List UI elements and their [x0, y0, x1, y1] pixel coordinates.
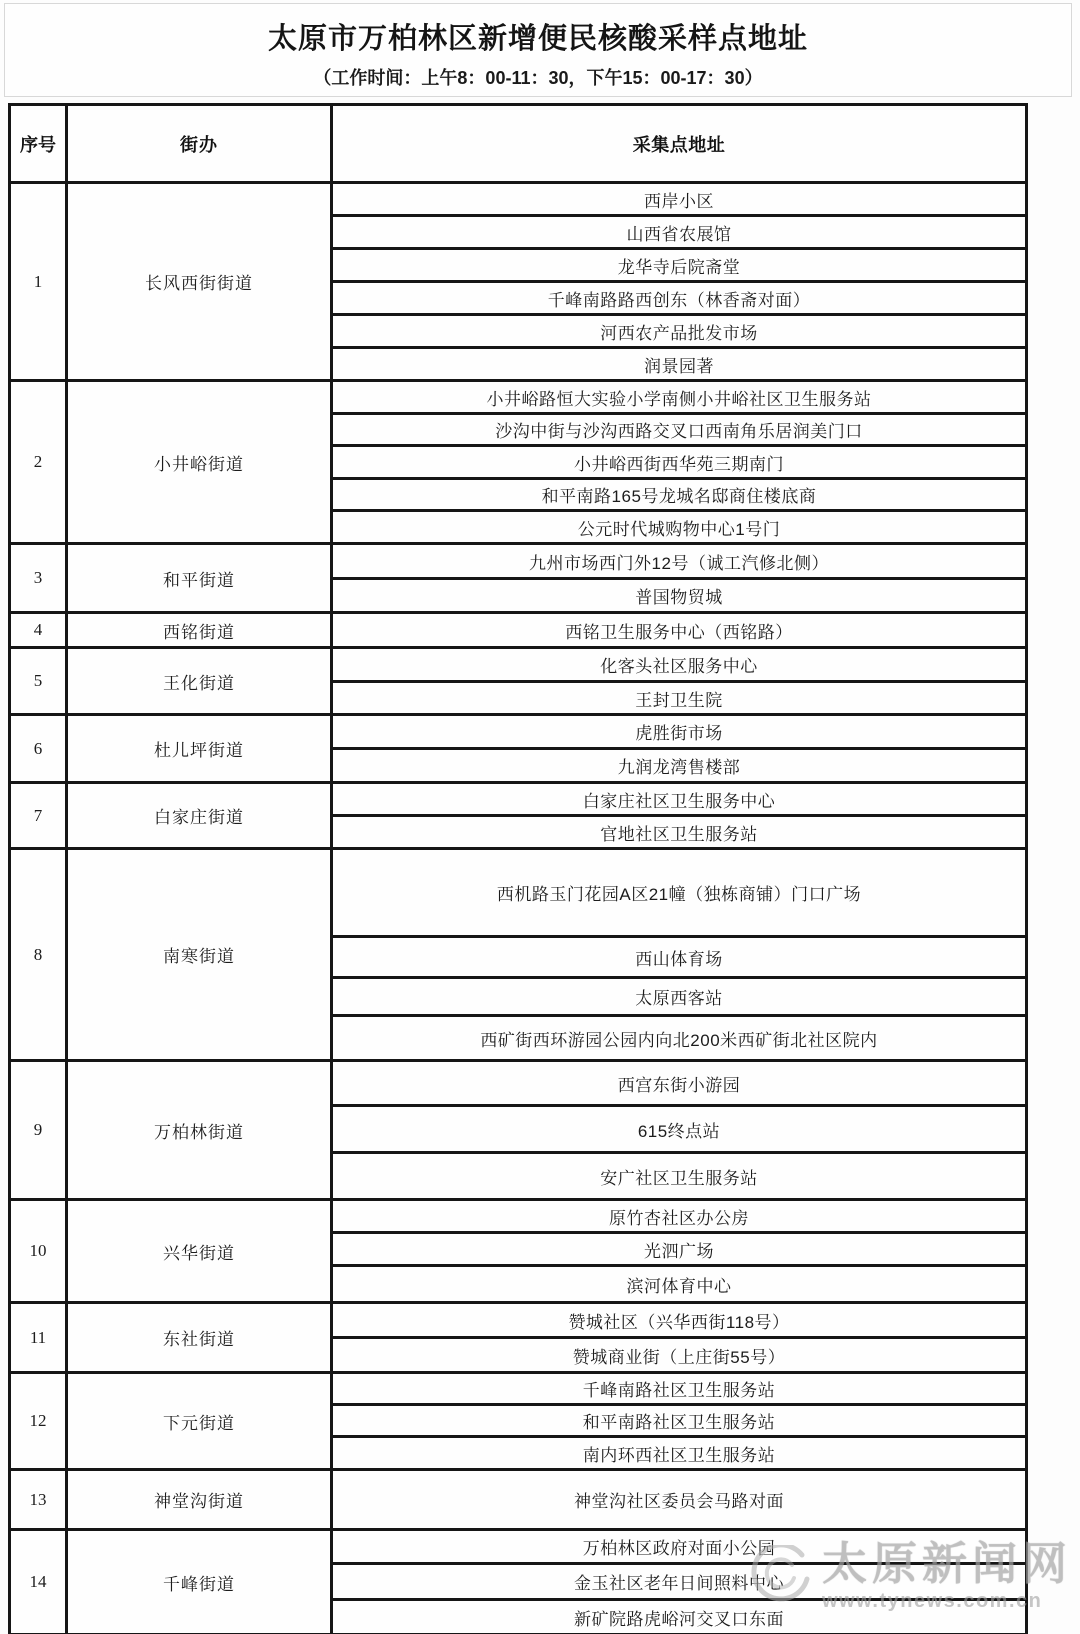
street-office-cell: 白家庄街道 [67, 783, 332, 849]
address-cell: 新矿院路虎峪河交叉口东面 [332, 1600, 1027, 1634]
address-cell: 西山体育场 [332, 937, 1027, 978]
street-office-cell: 小井峪街道 [67, 381, 332, 544]
header-street-office: 街办 [67, 105, 332, 183]
group-index-cell: 14 [10, 1530, 67, 1634]
group-index-cell: 11 [10, 1303, 67, 1373]
header-address: 采集点地址 [332, 105, 1027, 183]
group-index-cell: 2 [10, 381, 67, 544]
street-office-cell: 长风西街街道 [67, 183, 332, 381]
address-cell: 赞城社区（兴华西街118号） [332, 1303, 1027, 1338]
table-row [10, 183, 1027, 216]
address-cell: 白家庄社区卫生服务中心 [332, 783, 1027, 816]
address-cell: 龙华寺后院斋堂 [332, 249, 1027, 282]
address-cell: 九润龙湾售楼部 [332, 749, 1027, 783]
address-cell: 万柏林区政府对面小公园 [332, 1530, 1027, 1564]
table-row [10, 381, 1027, 414]
table-body [10, 183, 1027, 1634]
address-cell: 和平南路社区卫生服务站 [332, 1405, 1027, 1437]
address-cell: 滨河体育中心 [332, 1266, 1027, 1303]
address-cell: 小井峪西街西华苑三期南门 [332, 446, 1027, 479]
group-index-cell: 5 [10, 648, 67, 715]
address-cell: 千峰南路社区卫生服务站 [332, 1373, 1027, 1405]
address-cell: 原竹杏社区办公房 [332, 1200, 1027, 1233]
address-cell: 西宫东街小游园 [332, 1061, 1027, 1106]
street-office-cell: 王化街道 [67, 648, 332, 715]
group-index-cell: 10 [10, 1200, 67, 1303]
table-row [10, 544, 1027, 579]
group-index-cell: 4 [10, 613, 67, 648]
address-cell: 金玉社区老年日间照料中心 [332, 1564, 1027, 1600]
sampling-points-table [8, 103, 1028, 1634]
street-office-cell: 南寒街道 [67, 849, 332, 1061]
group-index-cell: 6 [10, 715, 67, 783]
group-index-cell: 1 [10, 183, 67, 381]
street-office-cell: 万柏林街道 [67, 1061, 332, 1200]
table-row [10, 1303, 1027, 1338]
address-cell: 615终点站 [332, 1106, 1027, 1153]
street-office-cell: 西铭街道 [67, 613, 332, 648]
address-cell: 化客头社区服务中心 [332, 648, 1027, 682]
address-cell: 沙沟中街与沙沟西路交叉口西南角乐居润美门口 [332, 414, 1027, 446]
address-cell: 南内环西社区卫生服务站 [332, 1437, 1027, 1470]
working-hours-subtitle: （工作时间：上午8：00-11：30，下午15：00-17：30） [313, 68, 763, 88]
street-office-cell: 下元街道 [67, 1373, 332, 1470]
table-row [10, 1200, 1027, 1233]
address-cell: 山西省农展馆 [332, 216, 1027, 249]
group-index-cell: 8 [10, 849, 67, 1061]
group-index-cell: 12 [10, 1373, 67, 1470]
address-cell: 光泗广场 [332, 1233, 1027, 1266]
address-cell: 太原西客站 [332, 978, 1027, 1016]
table-row [10, 1373, 1027, 1405]
table-row [10, 1061, 1027, 1106]
address-cell: 九州市场西门外12号（诚工汽修北侧） [332, 544, 1027, 579]
address-cell: 和平南路165号龙城名邸商住楼底商 [332, 479, 1027, 511]
address-cell: 西矿街西环游园公园内向北200米西矿街北社区院内 [332, 1016, 1027, 1061]
title-box [4, 3, 1072, 97]
address-cell: 王封卫生院 [332, 682, 1027, 715]
table-row [10, 1530, 1027, 1564]
street-office-cell: 东社街道 [67, 1303, 332, 1373]
table-row [10, 849, 1027, 937]
address-cell: 西岸小区 [332, 183, 1027, 216]
address-cell: 神堂沟社区委员会马路对面 [332, 1470, 1027, 1530]
header-row [10, 105, 1027, 183]
street-office-cell: 和平街道 [67, 544, 332, 613]
street-office-cell: 兴华街道 [67, 1200, 332, 1303]
watermark-site-name: 太原新闻网 [822, 1538, 1073, 1589]
group-index-cell: 7 [10, 783, 67, 849]
group-index-cell: 13 [10, 1470, 67, 1530]
address-cell: 虎胜街市场 [332, 715, 1027, 749]
street-office-cell: 神堂沟街道 [67, 1470, 332, 1530]
address-cell: 小井峪路恒大实验小学南侧小井峪社区卫生服务站 [332, 381, 1027, 414]
street-office-cell: 千峰街道 [67, 1530, 332, 1634]
address-cell: 赞城商业街（上庄街55号） [332, 1338, 1027, 1373]
table-row [10, 613, 1027, 648]
street-office-cell: 杜儿坪街道 [67, 715, 332, 783]
group-index-cell: 3 [10, 544, 67, 613]
table-header [10, 105, 1027, 183]
address-cell: 公元时代城购物中心1号门 [332, 511, 1027, 544]
table-row [10, 783, 1027, 816]
table-row [10, 1470, 1027, 1530]
watermark-site-url: www.tynews.com.cn [822, 1590, 1043, 1613]
address-cell: 千峰南路路西创东（林香斋对面） [332, 282, 1027, 315]
address-cell: 官地社区卫生服务站 [332, 816, 1027, 849]
address-cell: 安广社区卫生服务站 [332, 1153, 1027, 1200]
group-index-cell: 9 [10, 1061, 67, 1200]
address-cell: 普国物贸城 [332, 579, 1027, 613]
table-row [10, 648, 1027, 682]
address-cell: 西铭卫生服务中心（西铭路） [332, 613, 1027, 648]
page-title: 太原市万柏林区新增便民核酸采样点地址 [267, 23, 808, 55]
address-cell: 河西农产品批发市场 [332, 315, 1027, 348]
address-cell: 西机路玉门花园A区21幢（独栋商铺）门口广场 [332, 849, 1027, 937]
table-row [10, 715, 1027, 749]
header-index: 序号 [10, 105, 67, 183]
address-cell: 润景园著 [332, 348, 1027, 381]
